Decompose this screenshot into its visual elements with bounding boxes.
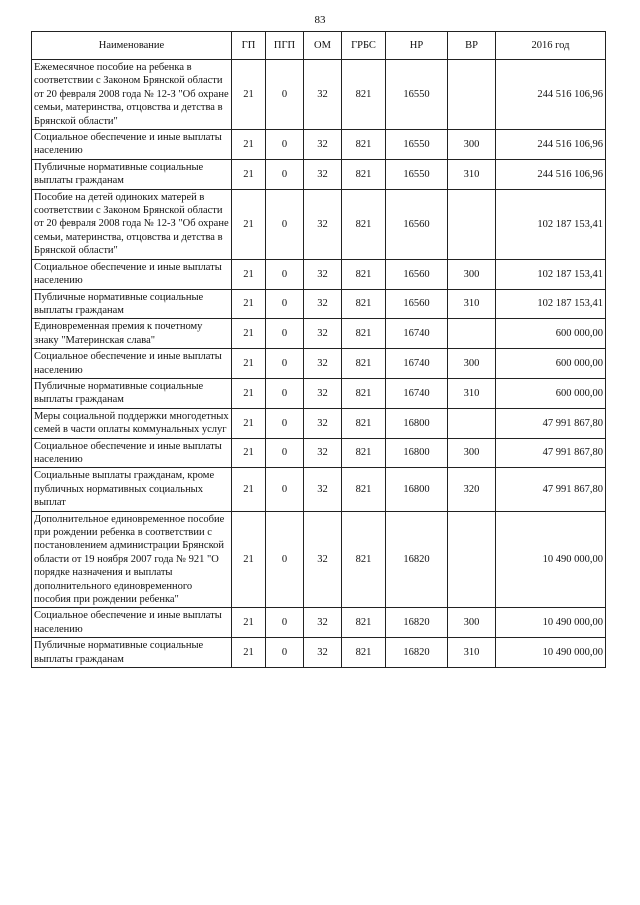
- table-row: [32, 408, 606, 438]
- cell-amount: 10 490 000,00: [496, 511, 606, 608]
- cell-gp: 21: [232, 511, 266, 608]
- cell-name: Публичные нормативные социальные выплаты гражданам: [32, 378, 232, 408]
- cell-vr: [448, 511, 496, 608]
- table-row: [32, 511, 606, 608]
- cell-nr: 16740: [386, 319, 448, 349]
- cell-grbs: 821: [342, 259, 386, 289]
- cell-amount: 47 991 867,80: [496, 468, 606, 511]
- cell-amount: 244 516 106,96: [496, 159, 606, 189]
- cell-nr: 16550: [386, 130, 448, 160]
- cell-om: 32: [304, 638, 342, 668]
- cell-om: 32: [304, 259, 342, 289]
- cell-name: Социальное обеспечение и иные выплаты населению: [32, 349, 232, 379]
- table-row: [32, 378, 606, 408]
- cell-pgp: 0: [266, 319, 304, 349]
- cell-pgp: 0: [266, 159, 304, 189]
- cell-grbs: 821: [342, 189, 386, 259]
- cell-nr: 16740: [386, 349, 448, 379]
- cell-amount: 600 000,00: [496, 378, 606, 408]
- cell-om: 32: [304, 159, 342, 189]
- table-row: [32, 259, 606, 289]
- cell-nr: 16800: [386, 468, 448, 511]
- cell-gp: 21: [232, 608, 266, 638]
- cell-name: Социальное обеспечение и иные выплаты населению: [32, 130, 232, 160]
- cell-nr: 16820: [386, 608, 448, 638]
- cell-amount: 600 000,00: [496, 349, 606, 379]
- cell-name: Публичные нормативные социальные выплаты гражданам: [32, 638, 232, 668]
- cell-name: Единовременная премия к почетному знаку "Материнская слава": [32, 319, 232, 349]
- column-header-pgp: ПГП: [266, 32, 304, 60]
- cell-vr: [448, 319, 496, 349]
- table-row: [32, 189, 606, 259]
- cell-pgp: 0: [266, 130, 304, 160]
- table-row: [32, 289, 606, 319]
- cell-nr: 16560: [386, 189, 448, 259]
- cell-pgp: 0: [266, 468, 304, 511]
- cell-amount: 10 490 000,00: [496, 638, 606, 668]
- cell-nr: 16800: [386, 438, 448, 468]
- column-header-gp: ГП: [232, 32, 266, 60]
- cell-gp: 21: [232, 408, 266, 438]
- cell-pgp: 0: [266, 638, 304, 668]
- cell-pgp: 0: [266, 259, 304, 289]
- cell-nr: 16740: [386, 378, 448, 408]
- cell-amount: 47 991 867,80: [496, 408, 606, 438]
- cell-grbs: 821: [342, 60, 386, 130]
- cell-name: Социальное обеспечение и иные выплаты населению: [32, 608, 232, 638]
- cell-pgp: 0: [266, 408, 304, 438]
- column-header-2016: 2016 год: [496, 32, 606, 60]
- cell-gp: 21: [232, 159, 266, 189]
- cell-amount: 10 490 000,00: [496, 608, 606, 638]
- cell-grbs: 821: [342, 319, 386, 349]
- cell-om: 32: [304, 511, 342, 608]
- cell-gp: 21: [232, 60, 266, 130]
- table-row: [32, 638, 606, 668]
- cell-vr: [448, 189, 496, 259]
- cell-vr: 310: [448, 378, 496, 408]
- cell-name: Социальное обеспечение и иные выплаты населению: [32, 259, 232, 289]
- table-row: [32, 349, 606, 379]
- cell-grbs: 821: [342, 408, 386, 438]
- cell-amount: 600 000,00: [496, 319, 606, 349]
- table-row: [32, 319, 606, 349]
- cell-nr: 16550: [386, 159, 448, 189]
- cell-nr: 16550: [386, 60, 448, 130]
- cell-grbs: 821: [342, 608, 386, 638]
- cell-amount: 102 187 153,41: [496, 289, 606, 319]
- cell-pgp: 0: [266, 60, 304, 130]
- cell-nr: 16560: [386, 289, 448, 319]
- cell-gp: 21: [232, 130, 266, 160]
- cell-pgp: 0: [266, 438, 304, 468]
- cell-pgp: 0: [266, 189, 304, 259]
- cell-gp: 21: [232, 349, 266, 379]
- cell-name: Меры социальной поддержки многодетных семей в части оплаты коммунальных услуг: [32, 408, 232, 438]
- cell-om: 32: [304, 608, 342, 638]
- cell-grbs: 821: [342, 130, 386, 160]
- cell-nr: 16820: [386, 511, 448, 608]
- cell-vr: 300: [448, 608, 496, 638]
- cell-grbs: 821: [342, 468, 386, 511]
- cell-grbs: 821: [342, 378, 386, 408]
- cell-pgp: 0: [266, 349, 304, 379]
- cell-vr: [448, 408, 496, 438]
- cell-om: 32: [304, 189, 342, 259]
- column-header-name: Наименование: [32, 32, 232, 60]
- cell-grbs: 821: [342, 159, 386, 189]
- cell-name: Социальные выплаты гражданам, кроме публичных нормативных социальных выплат: [32, 468, 232, 511]
- cell-pgp: 0: [266, 608, 304, 638]
- cell-amount: 244 516 106,96: [496, 60, 606, 130]
- cell-name: Публичные нормативные социальные выплаты гражданам: [32, 289, 232, 319]
- cell-gp: 21: [232, 638, 266, 668]
- cell-vr: 310: [448, 159, 496, 189]
- cell-gp: 21: [232, 378, 266, 408]
- cell-vr: 300: [448, 438, 496, 468]
- cell-gp: 21: [232, 259, 266, 289]
- cell-name: Социальное обеспечение и иные выплаты населению: [32, 438, 232, 468]
- cell-om: 32: [304, 468, 342, 511]
- cell-name: Ежемесячное пособие на ребенка в соответствии с Законом Брянской области от 20 февраля 2008 года № 12-З "Об охране семьи, материнства, отцовства и детства в Брянской области": [32, 60, 232, 130]
- cell-om: 32: [304, 438, 342, 468]
- cell-name: Пособие на детей одиноких матерей в соответствии с Законом Брянской области от 20 февраля 2008 года № 12-З "Об охране семьи, материнства, отцовства и детства в Брянской области": [32, 189, 232, 259]
- cell-om: 32: [304, 289, 342, 319]
- cell-pgp: 0: [266, 511, 304, 608]
- cell-grbs: 821: [342, 289, 386, 319]
- cell-grbs: 821: [342, 438, 386, 468]
- table-row: [32, 60, 606, 130]
- cell-nr: 16800: [386, 408, 448, 438]
- column-header-vr: ВР: [448, 32, 496, 60]
- cell-gp: 21: [232, 189, 266, 259]
- table-row: [32, 608, 606, 638]
- column-header-nr: НР: [386, 32, 448, 60]
- cell-grbs: 821: [342, 638, 386, 668]
- cell-vr: 320: [448, 468, 496, 511]
- cell-pgp: 0: [266, 289, 304, 319]
- cell-gp: 21: [232, 289, 266, 319]
- cell-om: 32: [304, 378, 342, 408]
- cell-vr: 310: [448, 289, 496, 319]
- cell-amount: 244 516 106,96: [496, 130, 606, 160]
- cell-om: 32: [304, 130, 342, 160]
- cell-gp: 21: [232, 319, 266, 349]
- cell-name: Публичные нормативные социальные выплаты гражданам: [32, 159, 232, 189]
- cell-grbs: 821: [342, 349, 386, 379]
- cell-name: Дополнительное единовременное пособие при рождении ребенка в соответствии с постановлением администрации Брянской области от 19 ноября 2007 года № 921 "О порядке назначения и выплаты дополнительного единовременного пособия при рождении ребенка": [32, 511, 232, 608]
- table-row: [32, 468, 606, 511]
- cell-om: 32: [304, 319, 342, 349]
- cell-pgp: 0: [266, 378, 304, 408]
- table-row: [32, 438, 606, 468]
- column-header-om: ОМ: [304, 32, 342, 60]
- page-number: 83: [314, 14, 326, 26]
- cell-amount: 102 187 153,41: [496, 259, 606, 289]
- cell-nr: 16560: [386, 259, 448, 289]
- cell-vr: 310: [448, 638, 496, 668]
- cell-vr: 300: [448, 349, 496, 379]
- column-header-grbs: ГРБС: [342, 32, 386, 60]
- cell-gp: 21: [232, 438, 266, 468]
- cell-grbs: 821: [342, 511, 386, 608]
- cell-vr: 300: [448, 130, 496, 160]
- budget-table: [31, 31, 606, 668]
- cell-om: 32: [304, 60, 342, 130]
- cell-vr: [448, 60, 496, 130]
- cell-nr: 16820: [386, 638, 448, 668]
- table-header-row: [32, 32, 606, 60]
- table-row: [32, 159, 606, 189]
- table-row: [32, 130, 606, 160]
- cell-amount: 47 991 867,80: [496, 438, 606, 468]
- cell-vr: 300: [448, 259, 496, 289]
- cell-om: 32: [304, 408, 342, 438]
- cell-amount: 102 187 153,41: [496, 189, 606, 259]
- cell-gp: 21: [232, 468, 266, 511]
- cell-om: 32: [304, 349, 342, 379]
